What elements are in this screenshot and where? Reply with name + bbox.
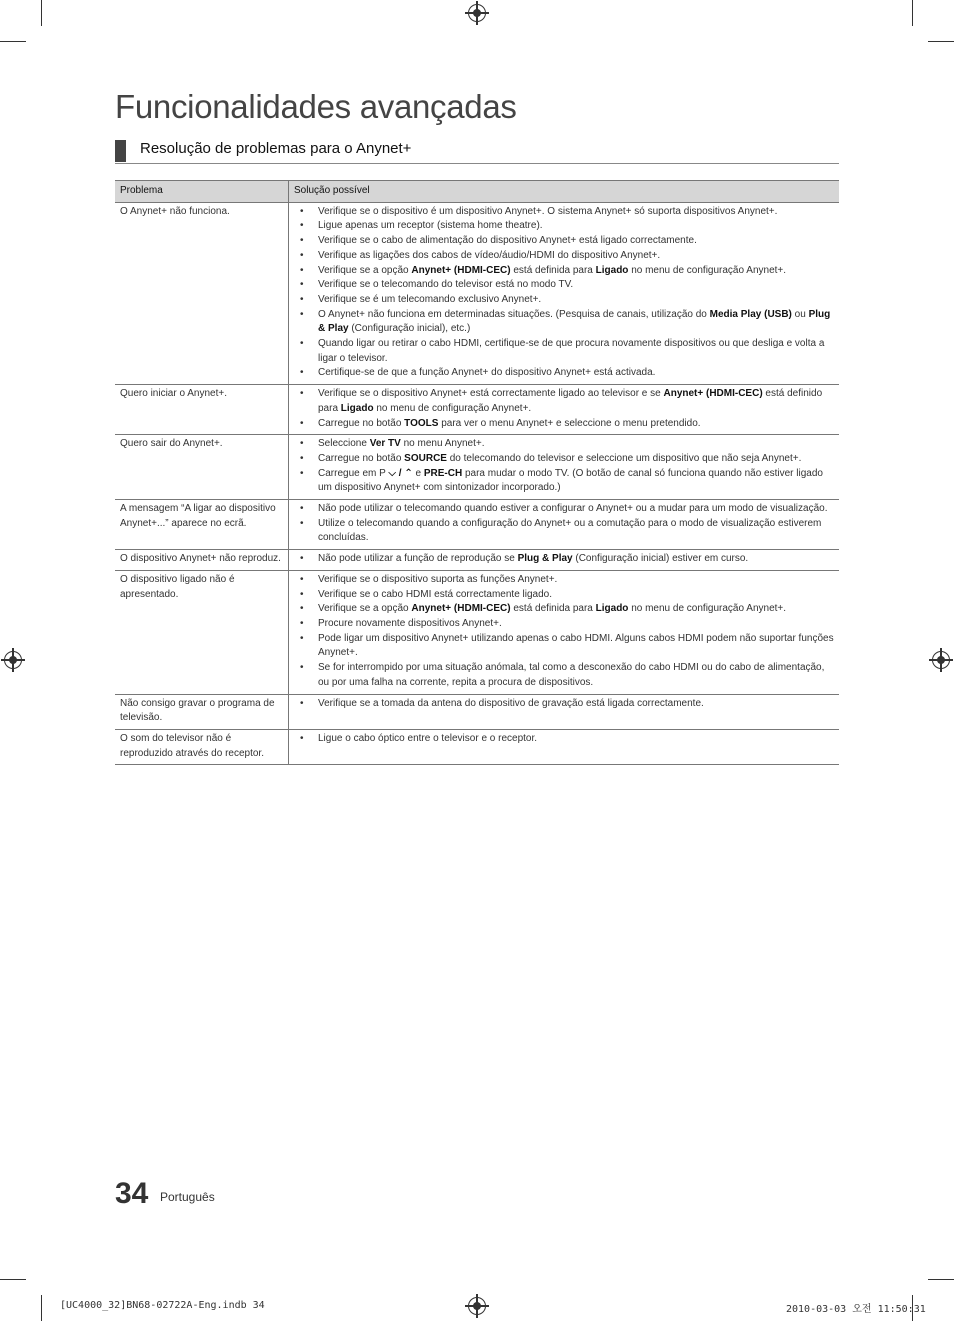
menu-term: ⌵ / ⌃ [388,467,413,479]
table-row [115,500,839,550]
list-item [294,417,834,432]
menu-term: Ligado [595,264,629,276]
registration-mark-icon [4,651,22,669]
table-row [115,694,839,729]
text-segment: Verifique se o dispositivo Anynet+ está correctamente ligado ao televisor e se [318,388,664,400]
list-item: • Ligue apenas um receptor (sistema home theatre). [294,219,834,234]
problem-cell: O dispositivo ligado não é apresentado. [115,570,289,694]
solution-cell [289,729,840,764]
list-item [294,467,834,496]
table-row [115,729,839,764]
text-segment: está definida para [510,603,596,615]
crop-mark [41,0,42,26]
registration-mark-icon [932,651,950,669]
solution-list [294,552,834,567]
table-row [115,385,839,435]
problem-cell: Quero sair do Anynet+. [115,435,289,500]
crop-mark [0,41,26,42]
problem-cell: Quero iniciar o Anynet+. [115,385,289,435]
text-segment: Verifique se a opção [318,264,412,276]
list-item: • Se for interrompido por uma situação anómala, tal como a desconexão do cabo HDMI ou do cabo de alimentação, ou por uma falha na corrente, repita a procura de dispositivos. [294,661,834,690]
menu-term: Ligado [595,603,629,615]
list-item: • Verifique as ligações dos cabos de vídeo/áudio/HDMI do dispositivo Anynet+. [294,249,834,264]
text-segment: O Anynet+ não funciona em determinadas situações. (Pesquisa de canais, utilização do [318,308,710,320]
solution-list [294,387,834,431]
text-segment: para ver o menu Anynet+ e seleccione o menu pretendido. [438,417,701,429]
list-item: • Quando ligar ou retirar o cabo HDMI, certifique-se de que procura novamente dispositivos ou que desliga e volta a ligar o televisor. [294,337,834,366]
list-item: • Verifique se o dispositivo é um dispositivo Anynet+. O sistema Anynet+ só suporta dispositivos Anynet+. [294,205,834,220]
solution-list [294,573,834,691]
text-segment: e [412,467,424,479]
text-segment: no menu Anynet+. [400,438,485,450]
table-header-row [115,181,839,203]
solution-cell [289,500,840,550]
list-item: • Utilize o telecomando quando a configuração do Anynet+ ou a comutação para o modo de visualização estiverem concluídas. [294,517,834,546]
problem-cell: Não consigo gravar o programa de televisão. [115,694,289,729]
table-row [115,435,839,500]
crop-mark [0,1279,26,1280]
list-item: • Verifique se é um telecomando exclusivo Anynet+. [294,293,834,308]
text-segment: no menu de configuração Anynet+. [628,264,787,276]
print-slug-date: 2010-03-03 오전 11:50:31 [786,1304,926,1315]
solution-list [294,205,834,381]
list-item: • Verifique se a tomada da antena do dispositivo de gravação está ligada correctamente. [294,697,834,712]
troubleshooting-table [115,180,839,765]
section-heading [115,139,839,164]
column-header-problem: Problema [115,181,289,203]
menu-term: TOOLS [404,417,439,429]
text-segment: do telecomando do televisor e seleccione um dispositivo que não seja Anynet+. [446,452,802,464]
page-number: 34 [115,1177,149,1210]
menu-term: PRE-CH [423,467,463,479]
list-item: • Pode ligar um dispositivo Anynet+ utilizando apenas o cabo HDMI. Alguns cabos HDMI podem não suportar funções Anynet+. [294,632,834,661]
footer-language: Português [160,1190,215,1204]
solution-cell [289,570,840,694]
text-segment: no menu de configuração Anynet+. [628,603,787,615]
text-segment: Carregue em P [318,467,389,479]
column-header-solution: Solução possível [289,181,840,203]
problem-cell: O dispositivo Anynet+ não reproduz. [115,550,289,571]
registration-mark-icon [468,1297,486,1315]
text-segment: no menu de configuração Anynet+. [373,402,532,414]
list-item: • Certifique-se de que a função Anynet+ do dispositivo Anynet+ está activada. [294,366,834,381]
crop-mark [41,1295,42,1321]
list-item: • Verifique se o dispositivo suporta as funções Anynet+. [294,573,834,588]
list-item [294,452,834,467]
list-item [294,387,834,416]
menu-term: Plug & Play [517,553,573,565]
text-segment: está definido para [318,388,823,414]
list-item [294,308,834,337]
list-item: • Verifique se o cabo HDMI está correctamente ligado. [294,588,834,603]
solution-list [294,437,834,496]
solution-cell [289,694,840,729]
list-item [294,602,834,617]
menu-term: Ver TV [369,438,401,450]
crop-mark [912,0,913,26]
text-segment: Não pode utilizar a função de reprodução se [318,553,518,565]
solution-cell [289,202,840,384]
text-segment: ou [791,308,809,320]
text-segment: Carregue no botão [318,417,405,429]
text-segment: para mudar o modo TV. (O botão de canal só funciona quando não estiver ligado um dispositivo Anynet+ com sintonizador incorporado.) [318,467,823,494]
menu-term: Anynet+ (HDMI-CEC) [411,264,511,276]
problem-cell: O Anynet+ não funciona. [115,202,289,384]
problem-cell: O som do televisor não é reproduzido através do receptor. [115,729,289,764]
menu-term: Plug & Play [318,308,831,335]
solution-list [294,502,834,546]
list-item [294,552,834,567]
list-item: • Ligue o cabo óptico entre o televisor e o receptor. [294,732,834,747]
solution-list [294,697,834,712]
list-item [294,437,834,452]
section-bar [115,140,126,162]
print-slug-file: [UC4000_32]BN68-02722A-Eng.indb 34 [60,1300,265,1311]
solution-cell [289,385,840,435]
solution-cell [289,435,840,500]
text-segment: (Configuração inicial) estiver em curso. [572,553,749,565]
list-item [294,264,834,279]
crop-mark [928,41,954,42]
text-segment: Seleccione [318,438,370,450]
table-row [115,202,839,384]
list-item: • Procure novamente dispositivos Anynet+. [294,617,834,632]
list-item: • Verifique se o cabo de alimentação do dispositivo Anynet+ está ligado correctamente. [294,234,834,249]
list-item: • Não pode utilizar o telecomando quando estiver a configurar o Anynet+ ou a mudar para um modo de visualização. [294,502,834,517]
solution-list [294,732,834,747]
solution-cell [289,550,840,571]
table-row [115,570,839,694]
table-row [115,550,839,571]
section-title: Resolução de problemas para o Anynet+ [140,140,412,157]
menu-term: Anynet+ (HDMI-CEC) [411,603,511,615]
menu-term: SOURCE [404,452,447,464]
text-segment: Verifique se a opção [318,603,412,615]
menu-term: Ligado [340,402,374,414]
text-segment: (Configuração inicial), etc.) [348,323,471,335]
problem-cell: A mensagem “A ligar ao dispositivo Anynet+...” aparece no ecrã. [115,500,289,550]
registration-mark-icon [468,4,486,22]
text-segment: está definida para [510,264,596,276]
menu-term: Anynet+ (HDMI-CEC) [663,388,763,400]
page-title: Funcionalidades avançadas [115,88,517,125]
text-segment: Carregue no botão [318,452,405,464]
crop-mark [928,1279,954,1280]
list-item: • Verifique se o telecomando do televisor está no modo TV. [294,278,834,293]
menu-term: Media Play (USB) [709,308,792,320]
